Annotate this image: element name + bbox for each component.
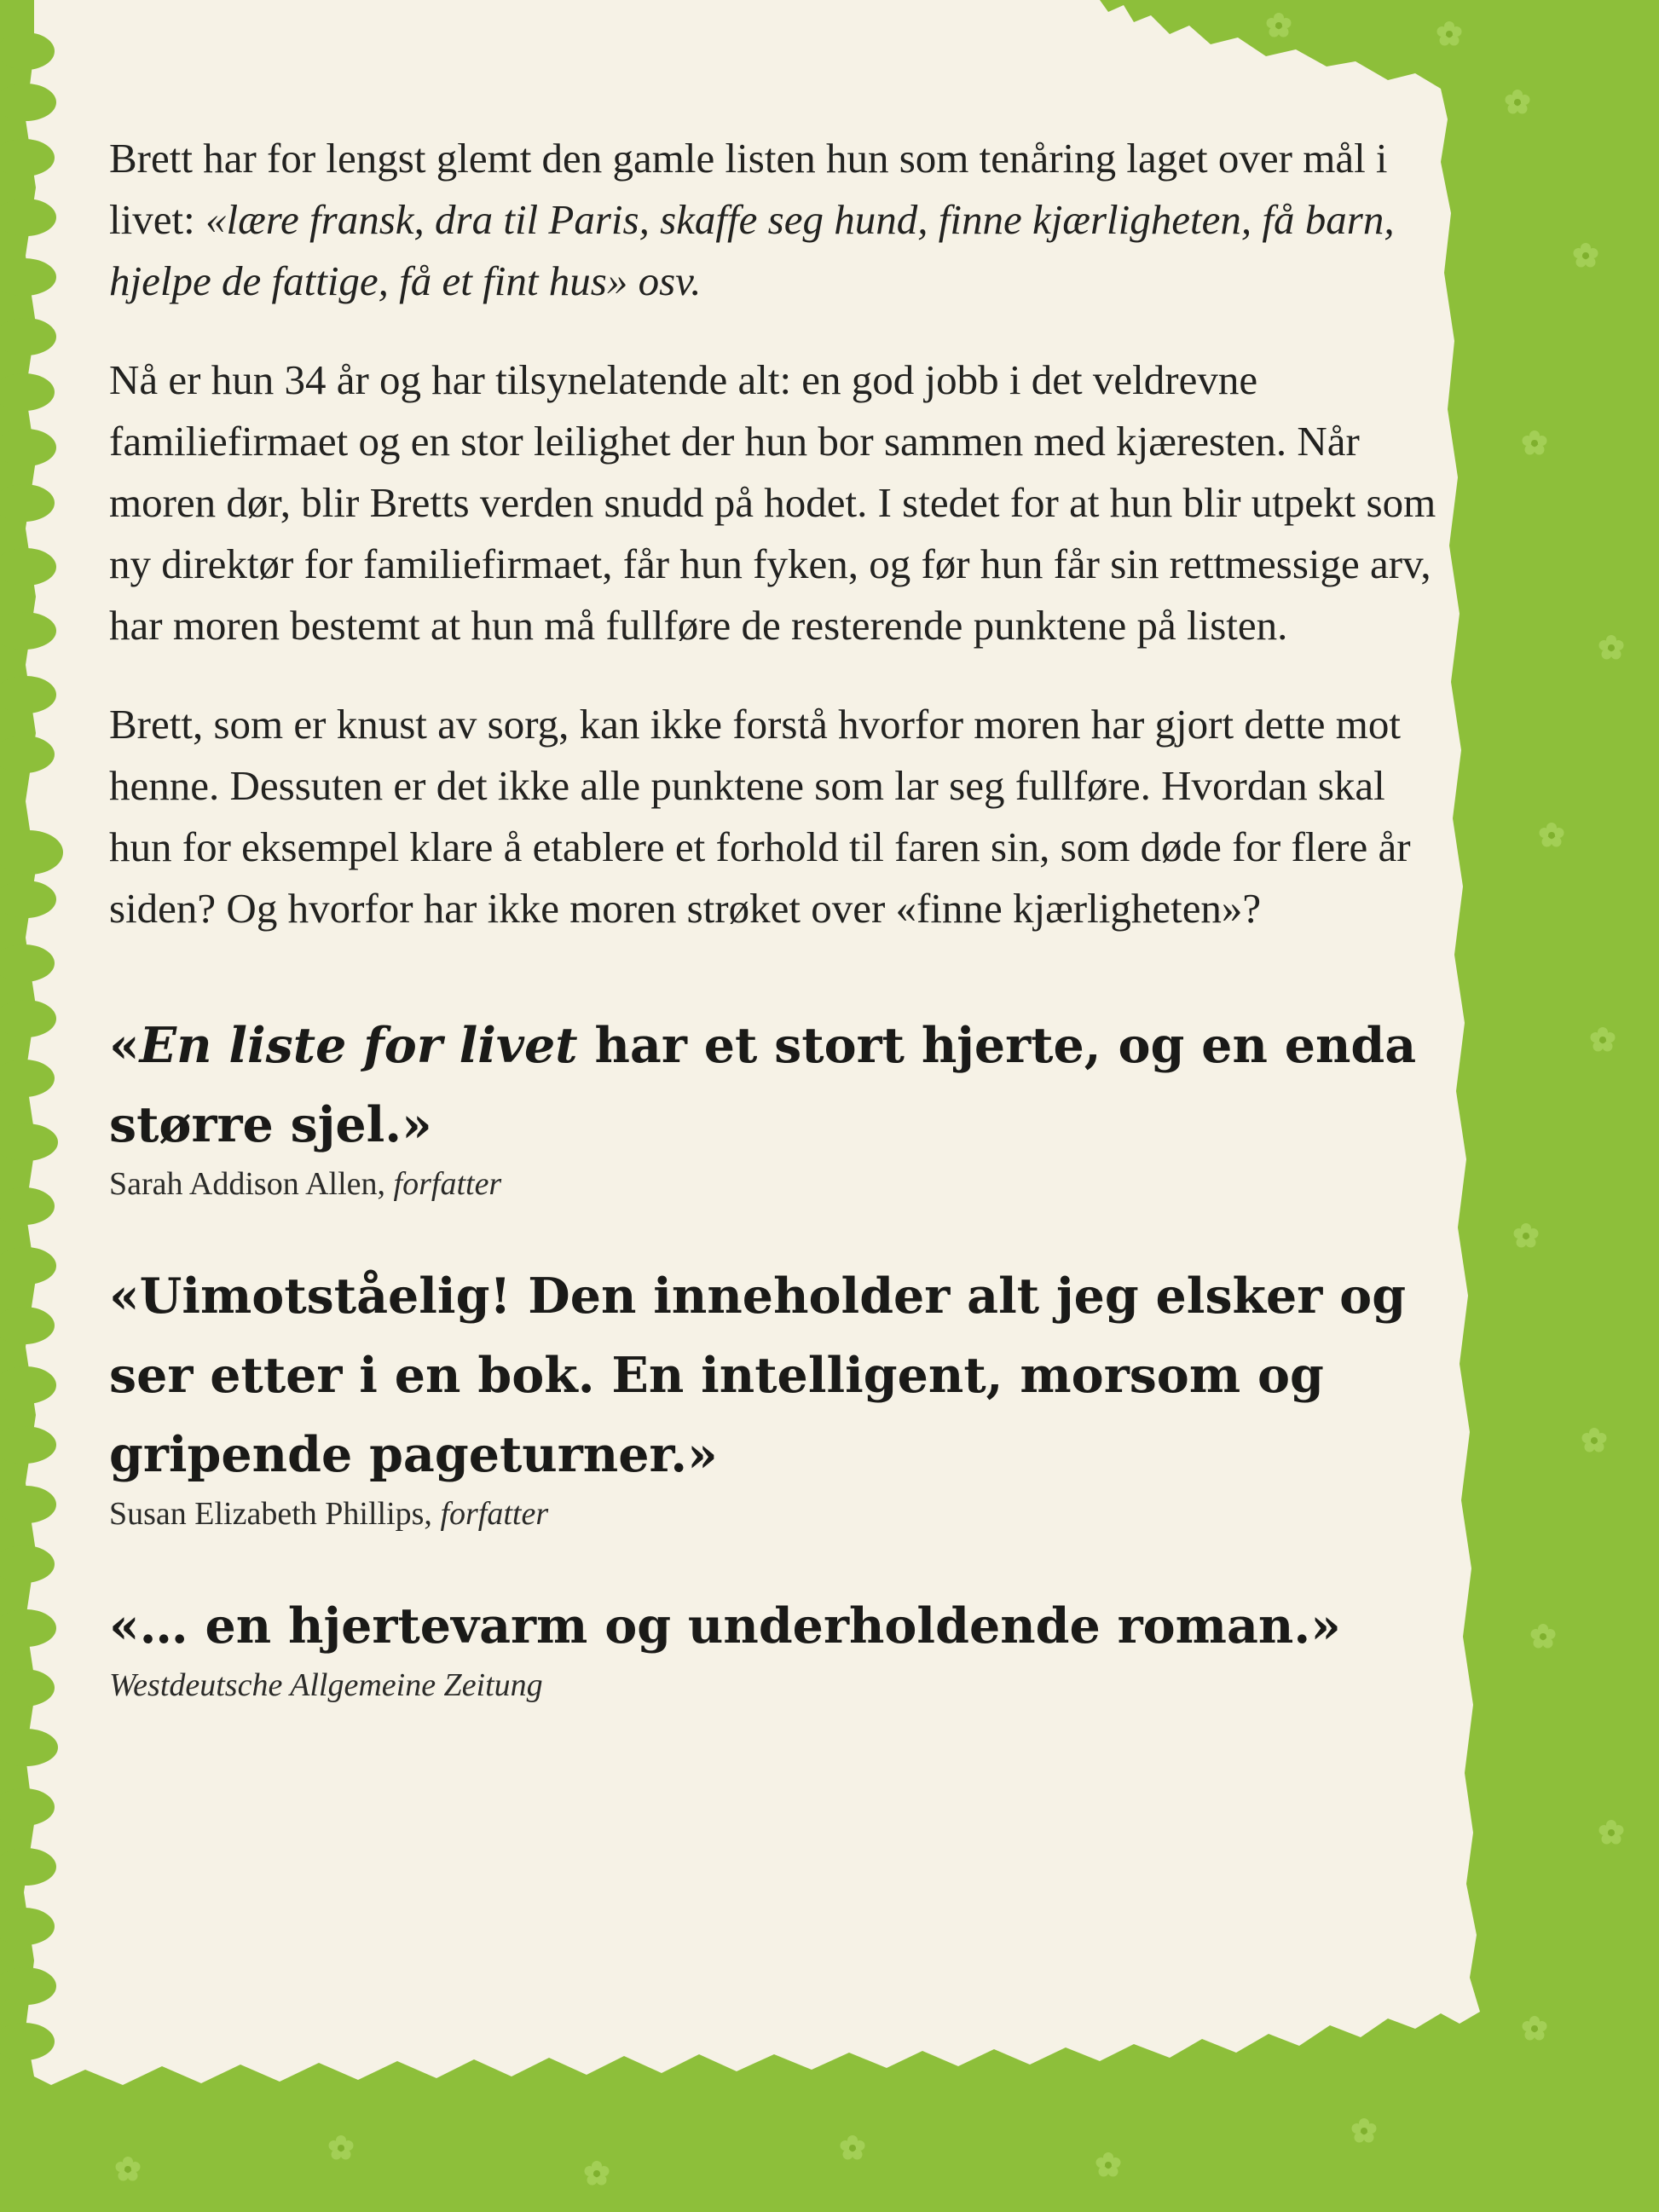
quote-open-mark: « (109, 1017, 140, 1074)
review-attribution-1 (109, 1164, 1448, 1204)
review-quote-3: «… en hjertevarm og underholdende roman.» (109, 1597, 1341, 1655)
review-quote-1 (109, 1006, 1448, 1164)
blurb-paragraph-2: Nå er hun 34 år og har tilsynelatende alt: en god jobb i det veldrevne familiefirmaet og en stor leilighet der hun bor sammen med kjæresten. Når moren dør, blir Bretts verden snudd på hodet. I stedet for at hun blir utpekt som ny direktør for familiefirmaet, får hun fyken, og før hun får sin rettmessige arv, har moren bestemt at hun må fullføre de resterende punktene på listen. (109, 356, 1436, 649)
review-quote-1-text: har et stort hjerte, og en enda større sjel.» (109, 1017, 1417, 1153)
attribution-author: Sarah Addison Allen, (109, 1166, 394, 1202)
book-title-italic: En liste for livet (139, 1017, 578, 1074)
attribution-author: Susan Elizabeth Phillips, (109, 1496, 441, 1532)
attribution-role: forfatter (393, 1166, 502, 1202)
review-attribution-2 (109, 1494, 1448, 1533)
review-quote-2: «Uimotståelig! Den inneholder alt jeg elsker og ser etter i en bok. En intelligent, morsom og gripende pageturner.» (109, 1268, 1407, 1483)
cover-text-block (109, 128, 1448, 1758)
blurb-paragraph-3: Brett, som er knust av sorg, kan ikke forstå hvorfor moren har gjort dette mot henne. Dessuten er det ikke alle punktene som lar seg fullføre. Hvordan skal hun for eksempel klare å etablere et forhold til faren sin, som døde for flere år siden? Og hvorfor har ikke moren strøket over «finne kjærligheten»? (109, 701, 1411, 932)
review-attribution-3: Westdeutsche Allgemeine Zeitung (109, 1667, 543, 1703)
blurb-paragraph-1 (109, 128, 1448, 312)
blurb-paragraph-1-text: Brett har for lengst glemt den gamle listen hun som tenåring laget over mål i livet: (109, 135, 1388, 243)
attribution-role: forfatter (440, 1496, 549, 1532)
bucket-list-excerpt: «lære fransk, dra til Paris, skaffe seg hund, finne kjærligheten, få barn, hjelpe de fattige, få et fint hus» osv. (109, 196, 1395, 304)
